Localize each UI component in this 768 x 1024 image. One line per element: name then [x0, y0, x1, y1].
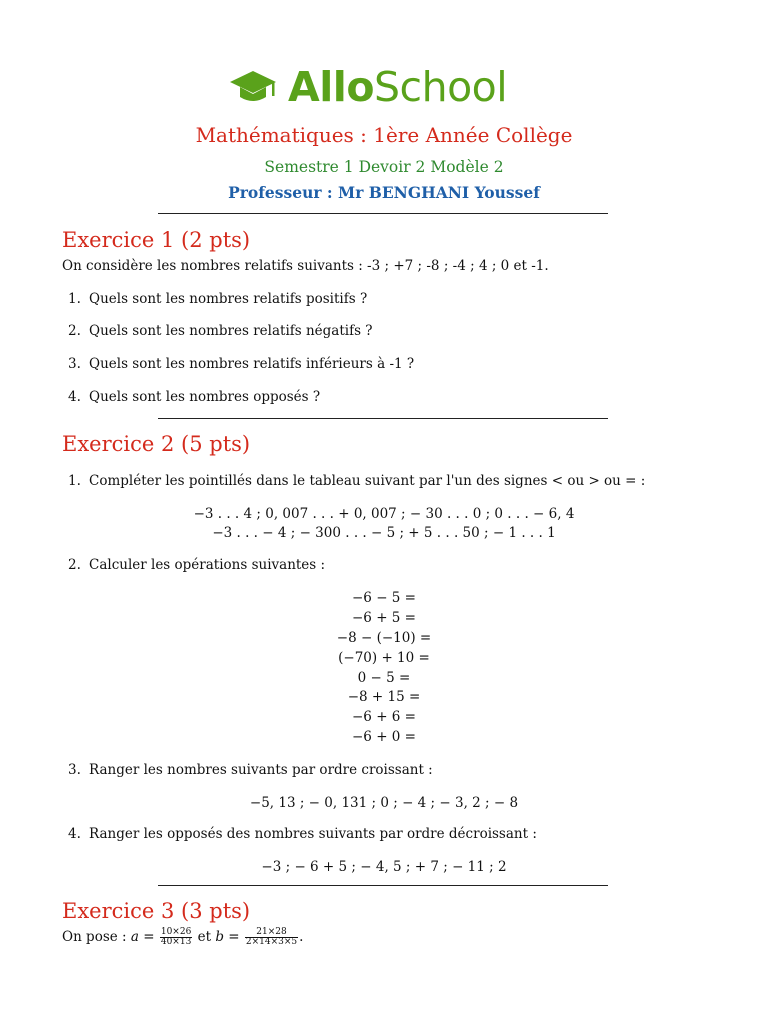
list-item: 3. Quels sont les nombres relatifs inférieurs à -1 ? [68, 356, 415, 372]
alloschool-logo [228, 62, 507, 112]
divider [158, 213, 608, 214]
fraction-b: $\frac{21\times 28}{2\times 14\times 3\times 5}$ [245, 927, 298, 947]
operation-line: −6 + 6 = [352, 709, 416, 725]
exercise-2-title: Exercice 2 (5 pts) [62, 432, 251, 456]
list-item: 2. Calculer les opérations suivantes : [68, 557, 326, 573]
list-item: 2. Quels sont les nombres relatifs négatifs ? [68, 323, 373, 339]
operation-line: −6 + 5 = [352, 610, 416, 626]
divider [158, 885, 608, 886]
exam-title: Semestre 1 Devoir 2 Modèle 2 [264, 158, 504, 176]
comparison-line: −3 . . . 4 ; 0, 007 . . . + 0, 007 ; − 30 . . . 0 ; 0 . . . − 6, 4 [193, 506, 575, 522]
list-item: 3. Ranger les nombres suivants par ordre croissant : [68, 762, 433, 778]
operation-line: (−70) + 10 = [338, 650, 430, 666]
operation-line: −6 + 0 = [352, 729, 416, 745]
list-item: 1. Compléter les pointillés dans le tableau suivant par l'un des signes < ou > ou = : [68, 473, 646, 489]
divider [158, 418, 608, 419]
exercise-1-title: Exercice 1 (2 pts) [62, 228, 251, 252]
graduation-cap-icon [228, 67, 278, 107]
logo-text: AlloSchool [288, 62, 508, 111]
list-item: 4. Quels sont les nombres opposés ? [68, 389, 321, 405]
fraction-a: $\frac{10\times 26}{40\times 13}$ [160, 927, 192, 947]
list-item: 1. Quels sont les nombres relatifs positifs ? [68, 291, 368, 307]
operation-line: −8 − (−10) = [336, 630, 432, 646]
operation-line: −8 + 15 = [347, 689, 421, 705]
comparison-line: −3 . . . − 4 ; − 300 . . . − 5 ; + 5 . . . 50 ; − 1 . . . 1 [212, 525, 556, 541]
operation-line: 0 − 5 = [357, 670, 411, 686]
exercise-1-intro: On considère les nombres relatifs suivants : -3 ; +7 ; -8 ; -4 ; 4 ; 0 et -1. [62, 258, 549, 274]
operation-line: −6 − 5 = [352, 590, 416, 606]
sorting-line: −5, 13 ; − 0, 131 ; 0 ; − 4 ; − 3, 2 ; − 8 [249, 795, 519, 811]
subject-title: Mathématiques : 1ère Année Collège [195, 123, 573, 147]
list-item: 4. Ranger les opposés des nombres suivants par ordre décroissant : [68, 826, 537, 842]
teacher-name: Professeur : Mr BENGHANI Youssef [228, 183, 540, 202]
exercise-3-statement: On pose : a = $\frac{10\times 26}{40\times 13}$ et b = $\frac{21\times 28}{2\times 14\times 3\times 5}$ . [62, 927, 304, 947]
exercise-3-title: Exercice 3 (3 pts) [62, 899, 251, 923]
sorting-line: −3 ; − 6 + 5 ; − 4, 5 ; + 7 ; − 11 ; 2 [261, 859, 507, 875]
